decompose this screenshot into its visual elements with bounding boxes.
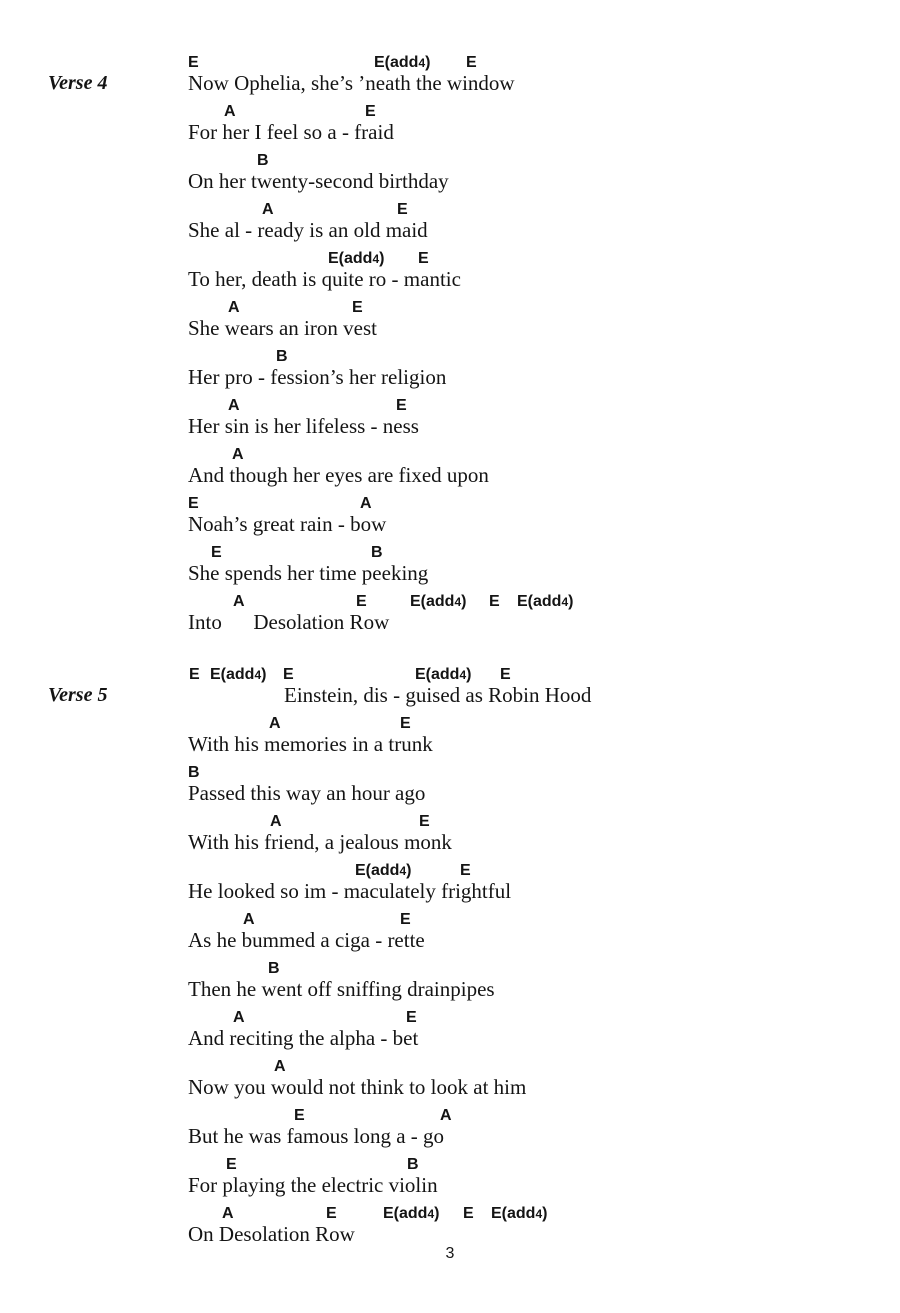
chord-row [0,545,900,565]
chord-row [0,496,900,516]
chord: E [356,593,367,610]
chord: E(add4) [210,666,267,683]
chord: E [211,544,222,561]
chord: A [232,446,244,463]
chord: E [396,397,407,414]
chord: B [371,544,383,561]
chord: E [400,911,411,928]
chord: A [262,201,274,218]
lyric-line: Noah’s great rain - bow [188,512,387,536]
chord: E [397,201,408,218]
lyric-line: For her I feel so a - fraid [188,120,394,144]
chord-row [0,398,900,418]
chord: E [352,299,363,316]
chord-row [0,1206,900,1226]
lyric-line: She wears an iron vest [188,316,377,340]
chord: A [243,911,255,928]
lyric-line: Einstein, dis - guised as Robin Hood [284,683,592,707]
chord-row [0,765,900,785]
chord: E(add4) [355,862,412,879]
chord: A [360,495,372,512]
lyric-line: For playing the electric violin [188,1173,438,1197]
chord-row [0,300,900,320]
chord: E [188,54,199,71]
chord: E [294,1107,305,1124]
chord: B [257,152,269,169]
chord: B [407,1156,419,1173]
chord-row [0,1010,900,1030]
verse-label: Verse 4 [48,72,108,94]
lyric-line: To her, death is quite ro - mantic [188,267,461,291]
chord: A [222,1205,234,1222]
chord: E [489,593,500,610]
chord-row [0,594,900,614]
lyric-line: She spends her time peeking [188,561,429,585]
chord: A [233,1009,245,1026]
chord: B [268,960,280,977]
chord: E(add4) [415,666,472,683]
lyric-line: And though her eyes are fixed upon [188,463,489,487]
lyric-line: With his memories in a trunk [188,732,433,756]
lyric-line: She al - ready is an old maid [188,218,428,242]
lyric-line: And reciting the alpha - bet [188,1026,419,1050]
chord: E [283,666,294,683]
chord-row [0,1108,900,1128]
chord: E [466,54,477,71]
chord-row [0,716,900,736]
lyric-line: But he was famous long a - go [188,1124,445,1148]
lyric-line: As he bummed a ciga - rette [188,928,425,952]
page-number: 3 [445,1245,455,1262]
chord: E(add4) [383,1205,440,1222]
chord: A [228,397,240,414]
verse-label: Verse 5 [48,684,108,706]
lyric-line: On her twenty-second birthday [188,169,449,193]
chord: E [188,495,199,512]
lyric-line: Into Desolation Row [188,610,390,634]
chord: A [233,593,245,610]
chord: E(add4) [517,593,574,610]
chord: A [274,1058,286,1075]
chord: E [365,103,376,120]
lyric-line: Passed this way an hour ago [188,781,426,805]
chord: E [400,715,411,732]
chord: E [460,862,471,879]
chord: E [189,666,200,683]
chord: A [224,103,236,120]
lyric-line: He looked so im - maculately frightful [188,879,512,903]
lyric-line: On Desolation Row [188,1222,355,1246]
chord: A [270,813,282,830]
chord: E [463,1205,474,1222]
lyric-line: Now Ophelia, she’s ’neath the window [188,71,515,95]
chord-row [0,202,900,222]
chord: A [269,715,281,732]
lyric-line: Her pro - fession’s her religion [188,365,447,389]
chord: E(add4) [328,250,385,267]
chord: B [188,764,200,781]
chord: E [326,1205,337,1222]
lyric-line: Her sin is her lifeless - ness [188,414,419,438]
chord-row [0,153,900,173]
lyric-line: Then he went off sniffing drainpipes [188,977,495,1001]
chord: E(add4) [491,1205,548,1222]
chord: E(add4) [374,54,431,71]
chord: A [440,1107,452,1124]
chord: E [419,813,430,830]
chord-row [0,912,900,932]
chord: E [226,1156,237,1173]
chord: B [276,348,288,365]
chord-row [0,349,900,369]
chord-row [0,104,900,124]
chord: E [406,1009,417,1026]
chord: E [500,666,511,683]
lyric-line: Now you would not think to look at him [188,1075,527,1099]
chord: E(add4) [410,593,467,610]
chord: E [418,250,429,267]
chord-row [0,1157,900,1177]
chord: A [228,299,240,316]
lyric-line: With his friend, a jealous monk [188,830,452,854]
